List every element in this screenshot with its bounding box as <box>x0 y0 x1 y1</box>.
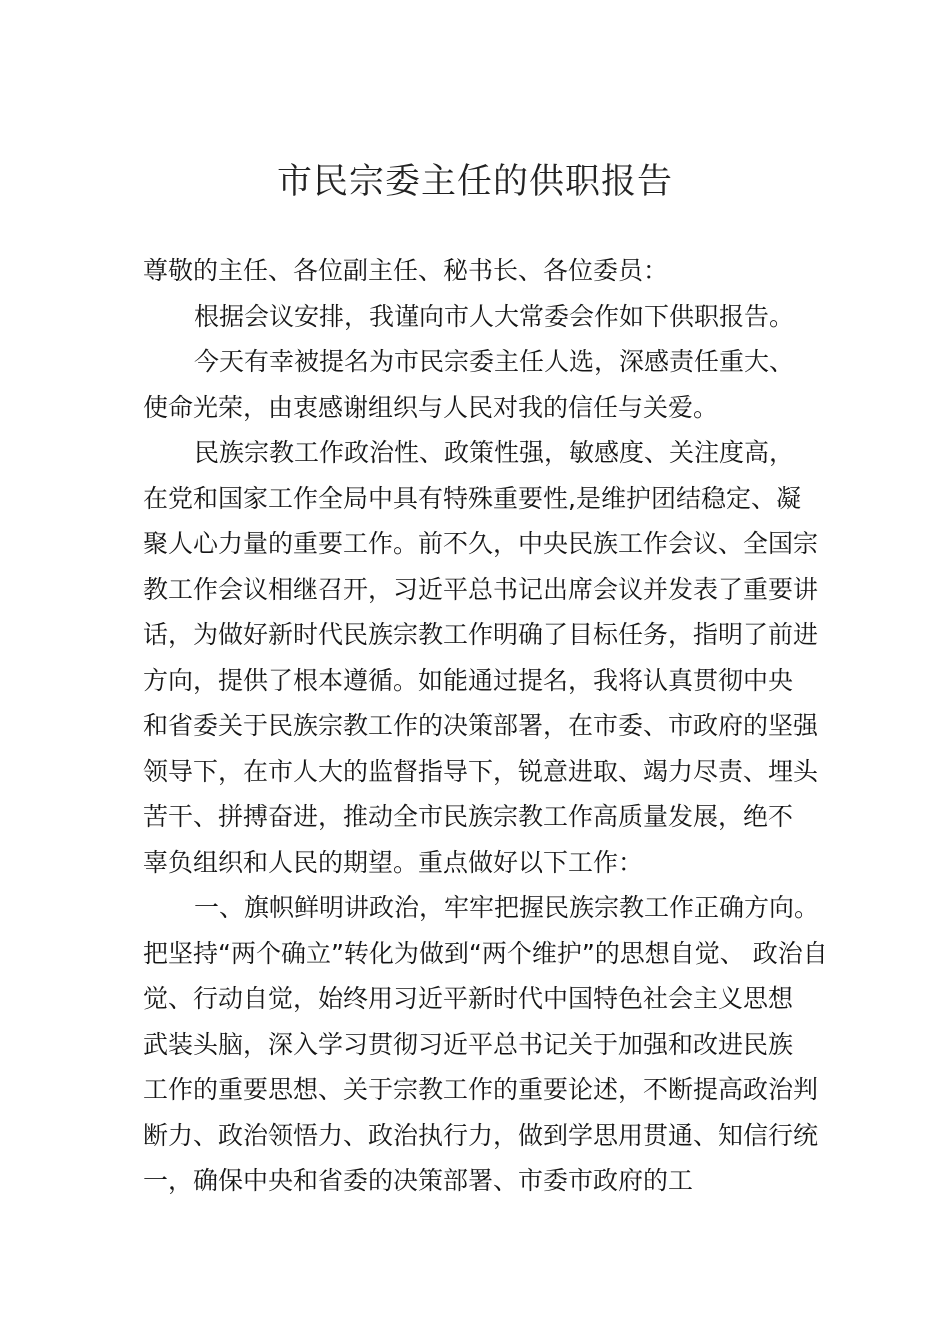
text-line: 在党和国家工作全局中具有特殊重要性,是维护团结稳定、凝 <box>143 483 801 513</box>
text-line: 话，为做好新时代民族宗教工作明确了目标任务，指明了前进 <box>143 620 819 649</box>
salutation: 尊敬的主任、各位副主任、秘书长、各位委员： <box>143 256 669 285</box>
text-line: 方向，提供了根本遵循。如能通过提名，我将认真贯彻中央 <box>143 665 794 695</box>
document-body <box>143 248 833 1204</box>
text-line: 把坚持“两个确立”转化为做到“两个维护”的思想自觉、 政治自 <box>143 938 828 968</box>
text-line: 工作的重要思想、关于宗教工作的重要论述，不断提高政治判 <box>143 1075 819 1104</box>
text-line: 领导下，在市人大的监督指导下，锐意进取、竭力尽责、埋头 <box>143 756 819 786</box>
text-line: 和省委关于民族宗教工作的决策部署，在市委、市政府的坚强 <box>143 711 819 740</box>
text-line: 民族宗教工作政治性、政策性强，敏感度、关注度高， <box>194 438 795 467</box>
text-line: 根据会议安排，我谨向市人大常委会作如下供职报告。 <box>194 301 795 331</box>
text-line: 使命光荣，由衷感谢组织与人民对我的信任与关爱。 <box>143 392 719 422</box>
text-line: 觉、行动自觉，始终用习近平新时代中国特色社会主义思想 <box>143 984 794 1013</box>
text-line: 一、旗帜鲜明讲政治，牢牢把握民族宗教工作正确方向。 <box>194 893 820 922</box>
text-line: 断力、政治领悟力、政治执行力，做到学思用贯通、知信行统 <box>143 1120 819 1150</box>
text-line: 辜负组织和人民的期望。重点做好以下工作： <box>143 847 644 877</box>
text-line: 聚人心力量的重要工作。前不久，中央民族工作会议、全国宗 <box>143 529 819 558</box>
paragraph-lines <box>143 294 833 1204</box>
text-line: 武装头脑，深入学习贯彻习近平总书记关于加强和改进民族 <box>143 1029 794 1059</box>
text-line: 教工作会议相继召开，习近平总书记出席会议并发表了重要讲 <box>143 574 819 604</box>
text-line: 苦干、拼搏奋进，推动全市民族宗教工作高质量发展，绝不 <box>143 802 794 831</box>
document-title: 市民宗委主任的供职报告 <box>276 162 673 202</box>
text-line: 一，确保中央和省委的决策部署、市委市政府的工 <box>143 1166 694 1195</box>
text-line: 今天有幸被提名为市民宗委主任人选，深感责任重大、 <box>194 347 795 376</box>
